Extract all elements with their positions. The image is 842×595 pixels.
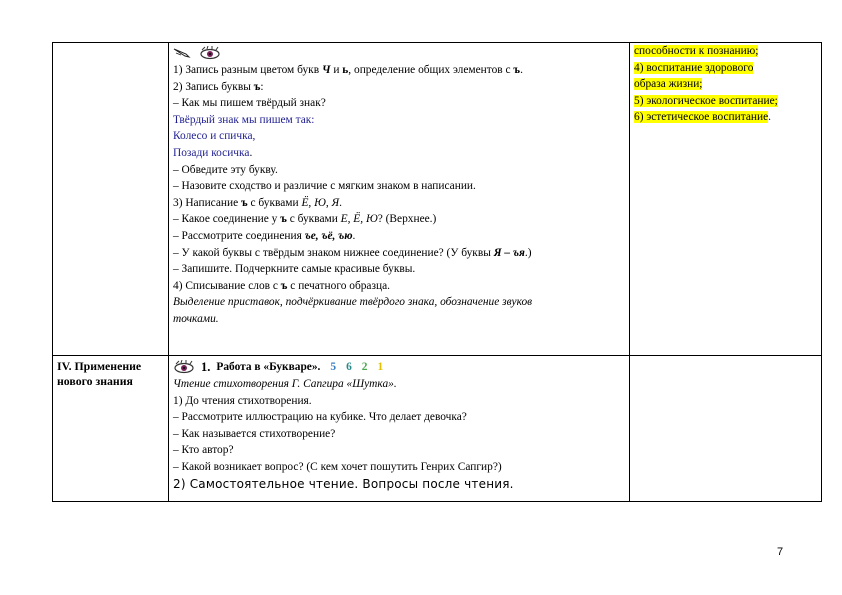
text-segment: – Обведите эту букву. bbox=[173, 163, 278, 176]
text-segment: 1) Запись разным цветом букв bbox=[173, 64, 322, 76]
text-line bbox=[173, 112, 625, 129]
text-segment: ъ bbox=[280, 279, 288, 292]
level-mark: 5 bbox=[330, 360, 337, 373]
text-segment: : bbox=[260, 80, 264, 93]
text-line bbox=[173, 426, 625, 443]
text-segment: . bbox=[249, 146, 253, 159]
level-mark: 1 bbox=[377, 360, 384, 373]
text-segment: ъе, ъё, ъю bbox=[304, 229, 353, 242]
text-segment: .) bbox=[524, 246, 532, 259]
text-segment: с буквами bbox=[286, 213, 341, 226]
text-segment: – Запишите. Подчеркните самые красивые буквы. bbox=[173, 263, 416, 276]
text-line bbox=[173, 245, 625, 262]
work-title: Работа в «Букваре». bbox=[216, 360, 321, 373]
text-segment: . bbox=[352, 229, 356, 242]
goal-item bbox=[634, 93, 817, 110]
text-segment: . bbox=[520, 64, 523, 76]
eye-icon bbox=[199, 46, 221, 60]
text-segment: Я bbox=[331, 196, 340, 209]
text-segment: ъ bbox=[241, 196, 248, 209]
stage-title: IV. Применение нового знания bbox=[57, 359, 142, 388]
text-segment: – Назовите сходство и различие с мягким знаком в написании. bbox=[173, 180, 476, 193]
text-segment: – Рассмотрите иллюстрацию на кубике. Что делает девочка? bbox=[173, 411, 467, 424]
stage-cell bbox=[53, 356, 169, 502]
text-segment: – Кто автор? bbox=[173, 444, 234, 457]
text-line bbox=[173, 294, 625, 311]
text-segment: Ё, Ю bbox=[301, 196, 326, 209]
goal-tail: . bbox=[768, 111, 772, 124]
text-segment: с буквами bbox=[247, 196, 302, 209]
text-line bbox=[173, 228, 625, 245]
text-segment: с печатного образца. bbox=[287, 279, 390, 292]
text-line bbox=[173, 162, 625, 179]
pen-icon bbox=[173, 47, 191, 59]
text-segment: ъ bbox=[513, 64, 521, 76]
text-line bbox=[173, 145, 625, 162]
text-line bbox=[173, 261, 625, 278]
text-line bbox=[173, 195, 625, 212]
text-segment: ь bbox=[342, 64, 349, 76]
goal-text: способности к познанию; bbox=[634, 45, 759, 57]
text-segment: 2) Самостоятельное чтение. Вопросы после чтения. bbox=[173, 476, 514, 491]
text-segment: и bbox=[330, 64, 343, 76]
text-line bbox=[173, 459, 625, 476]
goal-text: 5) экологическое воспитание; bbox=[634, 94, 778, 107]
goals-cell bbox=[630, 43, 822, 356]
text-line bbox=[173, 128, 625, 145]
text-line bbox=[173, 376, 625, 393]
text-segment: – Какой возникает вопрос? (С кем хочет пошутить Генрих Сапгир?) bbox=[173, 460, 502, 473]
stage-cell bbox=[53, 43, 169, 356]
lesson-table bbox=[52, 42, 822, 502]
goal-item bbox=[634, 76, 817, 93]
table-row bbox=[53, 356, 822, 502]
text-segment: – Какое соединение у bbox=[173, 213, 281, 226]
text-line bbox=[173, 278, 625, 295]
level-mark: 6 bbox=[346, 360, 352, 373]
text-segment: 1) До чтения стихотворения. bbox=[173, 394, 312, 407]
activity-text bbox=[173, 376, 625, 492]
table-row bbox=[53, 43, 822, 356]
text-line bbox=[173, 409, 625, 426]
eye-icon bbox=[173, 360, 195, 374]
text-segment: Я – ъя bbox=[493, 246, 525, 259]
icon-row bbox=[173, 44, 625, 62]
text-line bbox=[173, 211, 625, 228]
text-line bbox=[173, 62, 625, 79]
text-segment: , определение общих элементов с bbox=[348, 64, 514, 76]
text-segment: 2) Запись буквы bbox=[173, 80, 254, 93]
text-segment: точками. bbox=[173, 312, 219, 325]
page-number: 7 bbox=[777, 546, 784, 558]
text-segment: 3) Написание bbox=[173, 196, 242, 209]
text-line bbox=[173, 393, 625, 410]
text-segment: ъ bbox=[253, 80, 261, 93]
text-segment: ъ bbox=[280, 213, 287, 226]
text-line bbox=[173, 178, 625, 195]
activity-cell bbox=[169, 43, 630, 356]
text-line bbox=[173, 476, 625, 493]
goal-text: 6) эстетическое воспитание bbox=[634, 111, 769, 124]
text-segment: , bbox=[325, 196, 332, 209]
text-segment: Колесо и спичка, bbox=[173, 130, 256, 143]
goal-text: 4) воспитание здорового bbox=[634, 61, 754, 74]
text-segment: Е, Ё, Ю bbox=[340, 213, 378, 226]
goal-item bbox=[634, 43, 817, 60]
activity-text bbox=[173, 62, 625, 328]
goals-list bbox=[634, 43, 817, 126]
goals-cell bbox=[630, 356, 822, 502]
text-segment: . bbox=[339, 196, 342, 209]
goal-text: образа жизни; bbox=[634, 78, 703, 91]
text-line bbox=[173, 311, 625, 328]
level-mark: 2 bbox=[361, 360, 368, 373]
text-segment: – У какой буквы с твёрдым знаком нижнее соединение? (У буквы bbox=[173, 246, 494, 259]
text-segment: – Рассмотрите соединения bbox=[173, 229, 305, 242]
goal-item bbox=[634, 60, 817, 77]
text-segment: Ч bbox=[321, 64, 331, 76]
text-line bbox=[173, 95, 625, 112]
work-number: 1. bbox=[201, 359, 211, 374]
text-segment: ? (Верхнее.) bbox=[377, 213, 437, 226]
text-segment: Выделение приставок, подчёркивание твёрдого знака, обозначение звуков bbox=[173, 296, 533, 309]
text-segment: 4) Списывание слов с bbox=[173, 279, 281, 292]
text-line bbox=[173, 79, 625, 96]
goal-item bbox=[634, 109, 817, 126]
text-segment: – Как называется стихотворение? bbox=[173, 427, 336, 440]
text-segment: – Как мы пишем твёрдый знак? bbox=[173, 97, 326, 110]
text-segment: Позади косичка bbox=[173, 146, 250, 159]
work-header bbox=[173, 358, 625, 376]
text-segment: Твёрдый знак мы пишем так: bbox=[173, 113, 315, 126]
activity-cell bbox=[169, 356, 630, 502]
text-segment: Чтение стихотворения Г. Сапгира «Шутка». bbox=[173, 378, 397, 390]
text-line bbox=[173, 442, 625, 459]
